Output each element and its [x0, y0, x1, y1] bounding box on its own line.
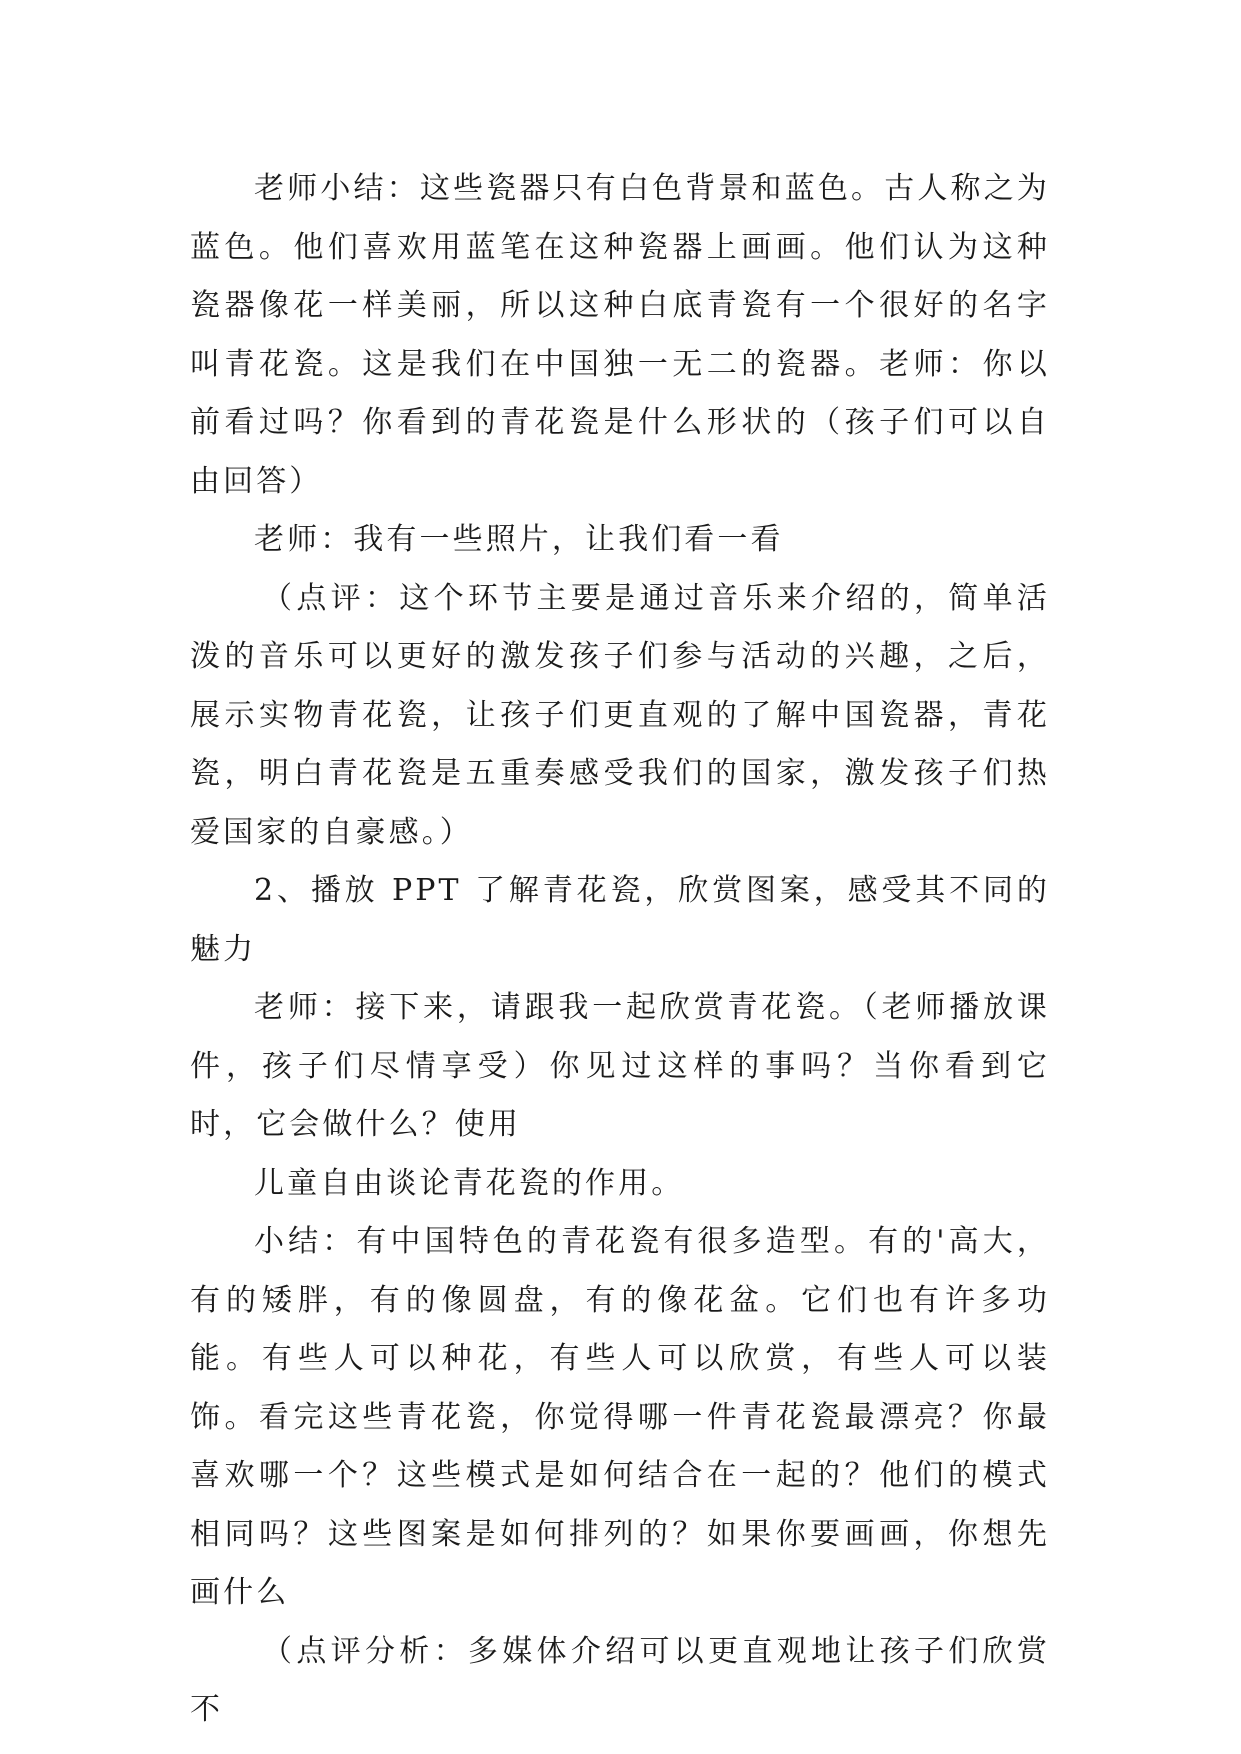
paragraph-comment-multimedia: （点评分析：多媒体介绍可以更直观地让孩子们欣赏不	[190, 1633, 1050, 1727]
paragraph-summary-shapes: 小结：有中国特色的青花瓷有很多造型。有的'高大，有的矮胖，有的像圆盘，有的像花盆。它们也有许多功能。有些人可以种花，有些人可以欣赏，有些人可以装饰。看完这些青花瓷，你觉得哪一件青花瓷最漂亮？你最喜欢哪一个？这些模式是如何结合在一起的？他们的模式相同吗？这些图案是如何排列的？如果你要画画，你想先画什么	[190, 1224, 1050, 1610]
paragraph-comment-music: （点评：这个环节主要是通过音乐来介绍的，简单活泼的音乐可以更好的激发孩子们参与活动的兴趣，之后，展示实物青花瓷，让孩子们更直观的了解中国瓷器，青花瓷，明白青花瓷是五重奏感受我们的国家，激发孩子们热爱国家的自豪感。）	[190, 580, 1050, 850]
paragraph-children-discuss: 儿童自由谈论青花瓷的作用。	[254, 1165, 685, 1201]
document-body	[190, 160, 1050, 1740]
paragraph-step-two-heading: 2、播放 PPT 了解青花瓷，欣赏图案，感受其不同的魅力	[190, 873, 1050, 967]
paragraph-teacher-photos: 老师：我有一些照片，让我们看一看	[254, 522, 784, 557]
paragraph-teacher-appreciate: 老师：接下来，请跟我一起欣赏青花瓷。（老师播放课件，孩子们尽情享受）你见过这样的事吗？当你看到它时，它会做什么？使用	[190, 990, 1050, 1142]
paragraph-teacher-summary: 老师小结：这些瓷器只有白色背景和蓝色。古人称之为蓝色。他们喜欢用蓝笔在这种瓷器上画画。他们认为这种瓷器像花一样美丽，所以这种白底青瓷有一个很好的名字叫青花瓷。这是我们在中国独一无二的瓷器。老师：你以前看过吗？你看到的青花瓷是什么形状的（孩子们可以自由回答）	[190, 171, 1050, 499]
